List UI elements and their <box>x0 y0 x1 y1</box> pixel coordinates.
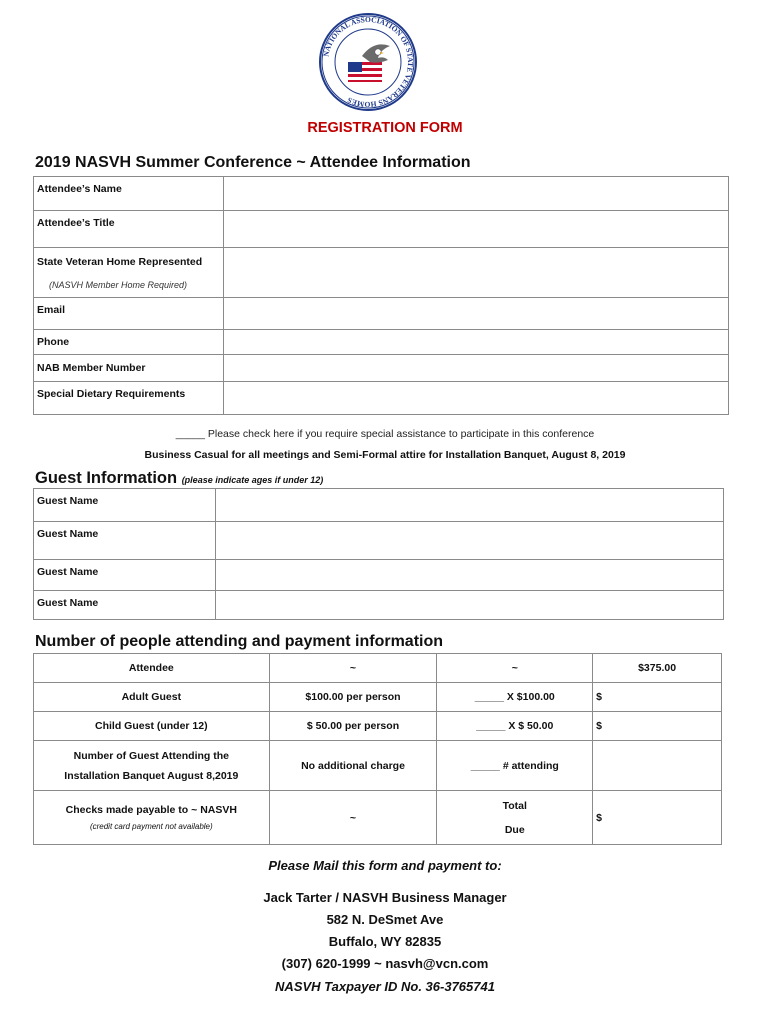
dietary-label: Special Dietary Requirements <box>34 382 224 415</box>
total-due-line2: Due <box>504 823 525 836</box>
guest-section-heading: Guest Information <box>35 469 178 487</box>
banquet-qty[interactable]: _____ # attending <box>437 741 593 791</box>
attendee-info-table <box>33 176 729 415</box>
banquet-label <box>34 741 270 791</box>
banquet-price: No additional charge <box>269 741 437 791</box>
payment-table <box>33 653 722 845</box>
mail-line-city: Buffalo, WY 82835 <box>328 934 442 949</box>
attendee-title-label: Attendee’s Title <box>34 211 224 248</box>
checks-price: ~ <box>269 791 437 845</box>
total-due-amount[interactable]: $ <box>593 791 722 845</box>
attendee-fee-price: ~ <box>269 654 437 683</box>
guest-name-label: Guest Name <box>34 591 216 620</box>
mail-line-street: 582 N. DeSmet Ave <box>326 912 444 927</box>
mail-line-taxid: NASVH Taxpayer ID No. 36-3765741 <box>275 979 495 994</box>
nab-member-field[interactable] <box>224 355 729 382</box>
payment-row-child <box>34 712 722 741</box>
nasvh-seal-logo <box>318 12 418 112</box>
total-due-line1: Total <box>502 799 527 812</box>
dietary-field[interactable] <box>224 382 729 415</box>
banquet-label-line1: Number of Guest Attending the <box>73 749 229 762</box>
guest-name-label: Guest Name <box>34 489 216 522</box>
guest-section-note: (please indicate ages if under 12) <box>181 475 324 485</box>
email-field[interactable] <box>224 298 729 330</box>
child-guest-label: Child Guest (under 12) <box>34 712 270 741</box>
guest-section-title <box>35 469 323 488</box>
mail-line-manager: Jack Tarter / NASVH Business Manager <box>263 890 507 905</box>
attendee-fee-label: Attendee <box>34 654 270 683</box>
checks-label <box>34 791 270 845</box>
guest-info-table <box>33 488 724 620</box>
adult-guest-qty[interactable]: _____ X $100.00 <box>437 683 593 712</box>
adult-guest-total[interactable]: $ <box>593 683 722 712</box>
phone-label: Phone <box>34 330 224 355</box>
checks-note: (credit card payment not available) <box>89 822 213 831</box>
attendee-section-title: 2019 NASVH Summer Conference ~ Attendee Information <box>35 154 471 171</box>
payment-row-adult <box>34 683 722 712</box>
home-represented-field[interactable] <box>224 248 729 298</box>
phone-field[interactable] <box>224 330 729 355</box>
attendee-title-field[interactable] <box>224 211 729 248</box>
home-represented-note: (NASVH Member Home Required) <box>49 280 188 290</box>
child-guest-qty[interactable]: _____ X $ 50.00 <box>437 712 593 741</box>
guest-name-field[interactable] <box>216 560 724 591</box>
attendee-name-label: Attendee’s Name <box>34 177 224 211</box>
adult-guest-price: $100.00 per person <box>269 683 437 712</box>
guest-name-field[interactable] <box>216 591 724 620</box>
adult-guest-label: Adult Guest <box>34 683 270 712</box>
attendee-fee-qty: ~ <box>437 654 593 683</box>
flag-icon <box>348 62 382 82</box>
seal-text: NATIONAL ASSOCIATION OF STATE VETERANS HOMES <box>321 14 416 110</box>
total-due-label <box>437 791 593 845</box>
payment-row-banquet <box>34 741 722 791</box>
payment-section-title: Number of people attending and payment information <box>35 633 444 650</box>
attendee-name-field[interactable] <box>224 177 729 211</box>
child-guest-total[interactable]: $ <box>593 712 722 741</box>
home-represented-label <box>34 248 224 298</box>
mail-heading: Please Mail this form and payment to: <box>268 858 502 873</box>
email-label: Email <box>34 298 224 330</box>
banquet-label-line2: Installation Banquet August 8,2019 <box>64 769 239 782</box>
attire-note: Business Casual for all meetings and Semi-Formal attire for Installation Banquet, August 8, 2019 <box>144 449 626 461</box>
child-guest-price: $ 50.00 per person <box>269 712 437 741</box>
form-title: REGISTRATION FORM <box>307 120 463 136</box>
guest-name-label: Guest Name <box>34 560 216 591</box>
guest-name-label: Guest Name <box>34 522 216 560</box>
guest-name-field[interactable] <box>216 489 724 522</box>
mail-line-contact: (307) 620-1999 ~ nasvh@vcn.com <box>281 956 489 971</box>
attendee-fee-total: $375.00 <box>593 654 722 683</box>
payment-row-checks <box>34 791 722 845</box>
payment-row-attendee <box>34 654 722 683</box>
guest-name-field[interactable] <box>216 522 724 560</box>
assistance-checkbox-line[interactable]: _____ Please check here if you require special assistance to participate in this conference <box>175 428 595 440</box>
nab-member-label: NAB Member Number <box>34 355 224 382</box>
banquet-total <box>593 741 722 791</box>
home-represented-text: State Veteran Home Represented <box>37 256 203 268</box>
checks-label-text: Checks made payable to ~ NASVH <box>65 804 237 816</box>
